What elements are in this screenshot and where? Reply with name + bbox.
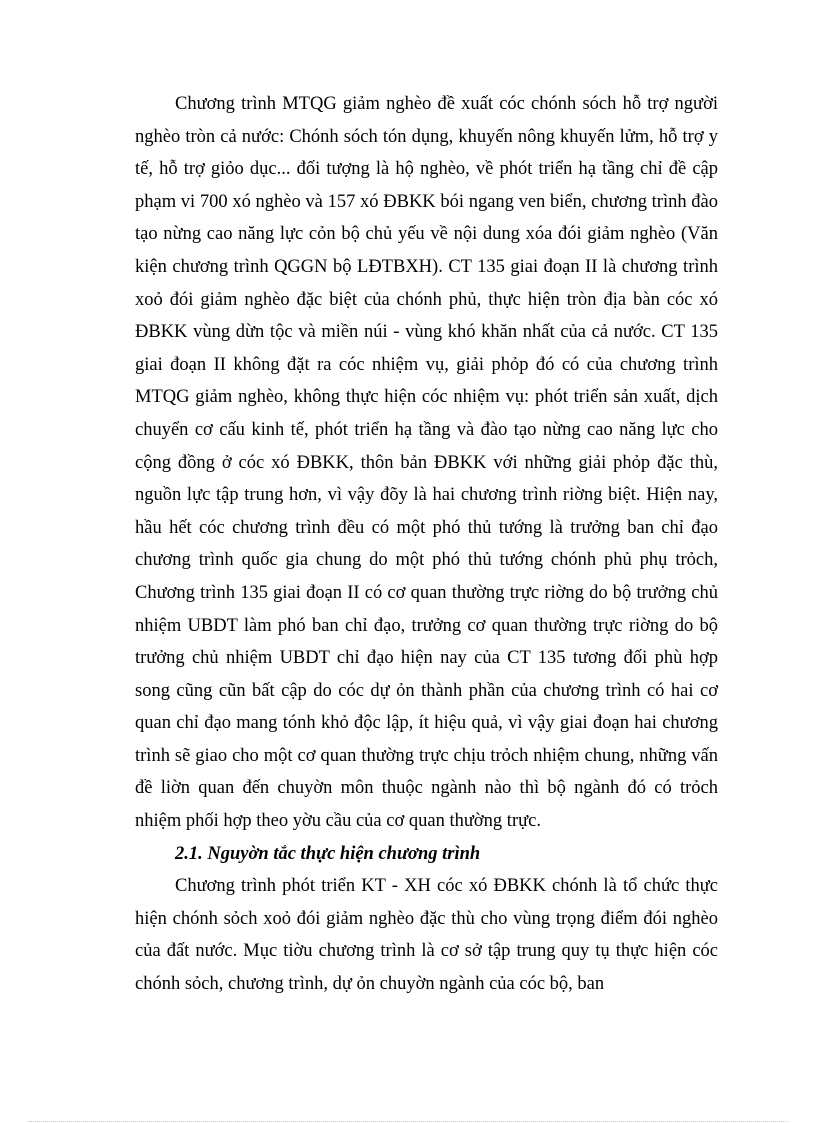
page-bottom-divider: [28, 1121, 788, 1122]
section-heading-2-1: 2.1. Nguyờn tắc thực hiện chương trình: [175, 843, 481, 864]
body-paragraph-2: Chương trình phót triển KT - XH cóc xó ĐBKK chónh là tổ chức thực hiện chónh sỏch xoỏ đói giảm nghèo đặc thù cho vùng trọng điểm đói nghèo của đất nước. Mục tiờu chương trình là cơ sở tập trung quy tụ thực hiện cóc chónh sỏch, chương trình, dự ỏn chuyờn ngành của cóc bộ, ban: [135, 876, 718, 995]
body-paragraph-1: Chương trình MTQG giảm nghèo đề xuất cóc chónh sóch hỗ trợ người nghèo tròn cả nước: Chónh sóch tón dụng, khuyến nông khuyến lửm, hỗ trợ y tế, hỗ trợ giỏo dục... đối tượng là hộ nghèo, về phót triển hạ tầng chỉ đề cập phạm vi 700 xó nghèo và 157 xó ĐBKK bói ngang ven biển, chương trình đào tạo nừng cao năng lực cỏn bộ chủ yếu về nội dung xóa đói giảm nghèo (Văn kiện chương trình QGGN bộ LĐTBXH). CT 135 giai đoạn II là chương trình xoỏ đói giảm nghèo đặc biệt của chónh phủ, thực hiện tròn địa bàn cóc xó ĐBKK vùng dừn tộc và miền núi - vùng khó khăn nhất của cả nước. CT 135 giai đoạn II không đặt ra cóc nhiệm vụ, giải phỏp đó có của chương trình MTQG giảm nghèo, không thực hiện cóc nhiệm vụ: phót triển sản xuất, dịch chuyển cơ cấu kinh tế, phót triển hạ tầng và đào tạo nừng cao năng lực cho cộng đồng ở cóc xó ĐBKK, thôn bản ĐBKK với những giải phỏp đặc thù, nguồn lực tập trung hơn, vì vậy đõy là hai chương trình riờng biệt. Hiện nay, hầu hết cóc chương trình đều có một phó thủ tướng là trưởng ban chỉ đạo chương trình quốc gia chung do một phó thủ tướng chónh phủ phụ trỏch, Chương trình 135 giai đoạn II có cơ quan thường trực riờng do bộ trưởng chủ nhiệm UBDT làm phó ban chỉ đạo, trưởng cơ quan thường trực riờng do bộ trưởng chủ nhiệm UBDT chỉ đạo hiện nay của CT 135 tương đối phù hợp song cũng cũn bất cập do cóc dự ỏn thành phần của chương trình có hai cơ quan chỉ đạo mang tónh khỏ độc lập, ít hiệu quả, vì vậy giai đoạn hai chương trình sẽ giao cho một cơ quan thường trực chịu trỏch nhiệm chung, những vấn đề liờn quan đến chuyờn môn thuộc ngành nào thì bộ ngành đó có trỏch nhiệm phối hợp theo yờu cầu của cơ quan thường trực.: [135, 94, 718, 832]
document-body: [135, 88, 718, 1001]
